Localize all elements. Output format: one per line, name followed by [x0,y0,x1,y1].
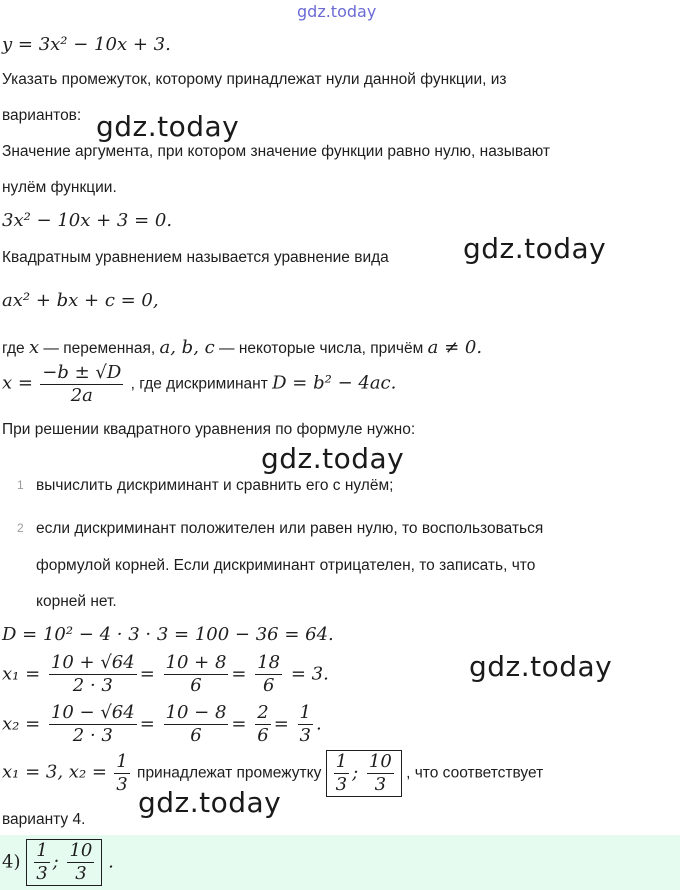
step-1-text: вычислить дискриминант и сравнить его с нулём; [36,477,394,494]
interval-a-den: 3 [335,774,348,795]
answer-b-den: 3 [75,863,87,884]
roots-discriminant: D = b² − 4ac. [272,372,397,394]
answer-box [0,835,680,890]
x2-f2-den: 6 [190,725,202,746]
x2-f1-num: 10 − √64 [50,702,135,723]
x1-f2-den: 6 [190,675,202,696]
step-2-text-b: формулой корней. Если дискриминант отрицателен, то записать, что [36,557,536,574]
interval-b-num: 10 [368,751,392,772]
roots-where: , где дискриминант [130,375,268,393]
quadratic-form: ax² + bx + c = 0, [2,290,159,311]
x1-fraction-2 [164,652,229,697]
x2-f4-den: 3 [299,725,311,746]
roots-numerator: −b ± √D [42,362,122,383]
step-2-marker: 2 [17,521,24,535]
answer-a-num: 1 [36,840,48,861]
conclusion-mid: принадлежат промежутку [137,764,322,782]
roots-formula-line [2,362,396,407]
x1-f1-num: 10 + √64 [50,652,135,673]
where-cond: a ≠ 0. [427,337,483,358]
interval-bracket: $\frac{1}{3}$ ; $\frac{10}{3}$ [326,750,402,797]
x2-fraction-3 [255,702,270,747]
definition-text-end: нулём функции. [2,179,117,196]
x1-f3-num: 18 [257,652,281,673]
x2-fraction-2 [164,702,229,747]
watermark-5: gdz.today [138,786,282,819]
equation: 3x² − 10x + 3 = 0. [2,210,173,231]
x2-label: x₂ = [2,713,41,735]
definition-text: Значение аргумента, при котором значение функции равно нулю, называют [2,143,550,160]
interval-a [334,751,349,796]
watermark-2: gdz.today [463,232,607,265]
step-1-marker: 1 [17,478,24,492]
answer-a [34,840,49,885]
where-abc: a, b, c [159,337,215,358]
roots-denominator: 2a [70,385,93,406]
x2-f4-num: 1 [299,702,311,723]
where-line [2,338,482,359]
conclusion-prefix: x₁ = 3, x₂ = [2,761,107,783]
task-text-end: вариантов: [2,107,82,124]
x1-f3-den: 6 [262,675,275,696]
answer-b-num: 10 [69,840,93,861]
step-2-text-c: корней нет. [36,593,117,610]
x1-f1-den: 2 · 3 [72,675,113,696]
conclusion-frac-num: 1 [116,751,128,772]
answer-line [2,839,114,886]
solve-intro: При решении квадратного уравнения по формуле нужно: [2,421,416,438]
conclusion-frac-den: 3 [116,774,128,795]
x2-line: x₂ = $\frac{10 - √64}{2 \cdot 3}$ = $\frac{10 - 8}{6}$ = $\frac{2}{6}$ = $\frac{1}{3}$ . [2,702,322,746]
discriminant-calc: D = 10² − 4 · 3 · 3 = 100 − 36 = 64. [2,624,334,645]
watermark-top: gdz.today [297,2,377,21]
x2-f1-den: 2 · 3 [72,725,113,746]
x1-result: = 3. [290,663,329,685]
x2-f2-num: 10 − 8 [165,702,227,723]
watermark-1: gdz.today [96,110,240,143]
where-prefix: где [2,340,25,357]
where-tail: — некоторые числа, причём [219,340,424,357]
interval-b [367,751,394,796]
watermark-3: gdz.today [261,442,405,475]
where-mid: — переменная, [43,340,156,357]
x2-fraction-1 [49,702,137,747]
x1-line: x₁ = $\frac{10 + √64}{2 \cdot 3}$ = $\frac{10 + 8}{6}$ = $\frac{18}{6}$ = 3. [2,652,329,696]
answer-label: 4) [2,851,21,873]
x2-f3-den: 6 [257,725,269,746]
answer-b [67,840,94,885]
answer-end: . [108,851,114,873]
step-2-text-a: если дискриминант положителен или равен нулю, то воспользоваться [36,520,544,537]
task-text: Указать промежуток, которому принадлежат нули данной функции, из [2,71,507,88]
variant-text: варианту 4. [2,811,86,828]
where-x: x [28,337,40,358]
x1-f2-num: 10 + 8 [165,652,227,673]
watermark-4: gdz.today [469,650,613,683]
function-formula: y = 3x² − 10x + 3. [2,34,171,55]
x1-label: x₁ = [2,663,41,685]
conclusion-fraction [114,751,129,796]
answer-bracket: $\frac{1}{3}$ ; $\frac{10}{3}$ [26,839,102,886]
roots-fraction [40,362,123,407]
interval-b-den: 3 [374,774,387,795]
answer-a-den: 3 [36,863,48,884]
quadratic-intro: Квадратным уравнением называется уравнение вида [2,249,389,266]
conclusion-tail: , что соответствует [406,764,544,782]
roots-prefix: x = [2,372,33,394]
x1-fraction-3 [255,652,282,697]
x2-f3-num: 2 [257,702,269,723]
x2-fraction-4 [298,702,313,747]
interval-a-num: 1 [335,751,348,772]
x1-fraction-1 [49,652,137,697]
